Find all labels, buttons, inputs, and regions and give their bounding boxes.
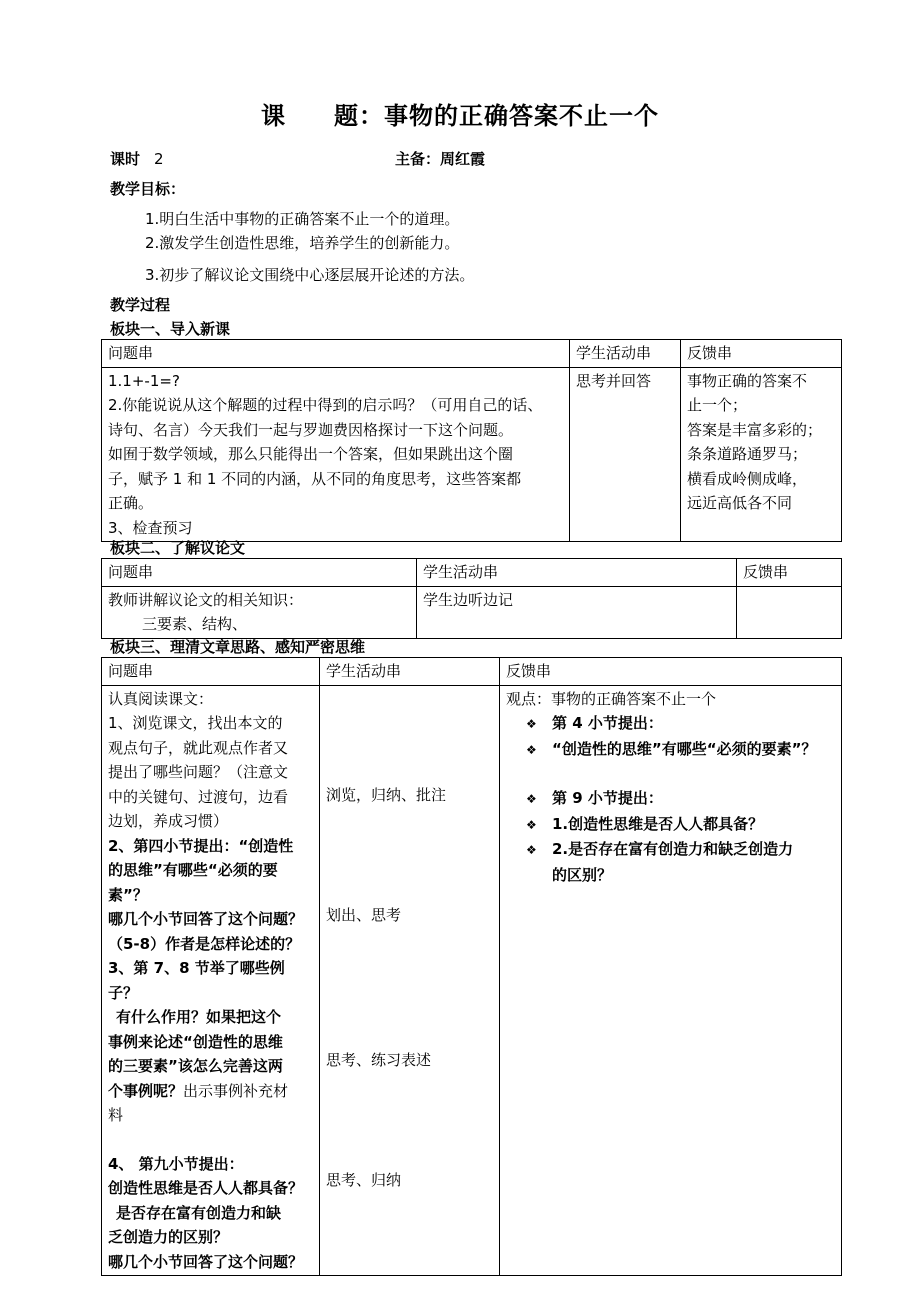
goal-item: 3.初步了解议论文围绕中心逐层展开论述的方法。 [145,266,475,284]
table-header-row [102,340,842,368]
question-line: 2.你能说说从这个解题的过程中得到的启示吗？（可用自己的话、 [108,396,543,414]
question-line: 边划，养成习惯） [108,812,229,830]
period-value: 2 [154,150,164,168]
activity-text: 学生边听边记 [423,590,514,609]
section3-heading: 板块三、理清文章思路、感知严密思维 [110,638,366,656]
question-line: 如囿于数学领域，那么只能得出一个答案，但如果跳出这个圈 [108,445,514,463]
feedback-item: ❖ 第 4 小节提出： [526,711,835,737]
question-line: （5-8）作者是怎样论述的？ [108,934,301,953]
activity-text: 思考、归纳 [326,1171,402,1189]
question-line: 中的关键句、过渡句，边看 [108,787,289,806]
feedback-line: 条条道路通罗马； [687,445,808,463]
question-line: 1.1+-1=? [108,371,180,390]
section1-table [101,339,842,542]
question-line: 有什么作用？如果把这个 [116,1008,282,1026]
activity-text: 思考、练习表述 [326,1050,432,1069]
table-row [102,586,842,638]
feedback-cell [737,586,842,638]
diamond-bullet-icon: ❖ [526,843,537,857]
activity-cell [320,685,500,1276]
column-header: 问题串 [102,340,570,368]
question-line: 1、浏览课文，找出本文的 [108,714,283,732]
question-line: 提出了哪些问题？（注意文 [108,763,289,781]
question-line: 事例来论述“创造性的思维 [108,1032,283,1051]
feedback-line: 止一个； [687,396,748,414]
table-header-row [102,658,842,686]
title-left: 课 [261,102,286,130]
column-header: 反馈串 [500,658,842,686]
column-header: 反馈串 [737,559,842,587]
column-header: 学生活动串 [570,340,681,368]
activity-cell [570,367,681,542]
question-line: 三要素、结构、 [142,615,248,633]
table-row [102,685,842,1276]
goals-heading: 教学目标： [110,180,186,198]
activity-text: 浏览，归纳、批注 [326,785,447,804]
question-cell [102,586,417,638]
question-line: 子，赋予 1 和 1 不同的内涵，从不同的角度思考，这些答案都 [108,469,522,488]
diamond-bullet-icon: ❖ [526,817,537,832]
table-header-row [102,559,842,587]
author-field [395,148,485,169]
question-line [108,1079,313,1104]
question-line: 料 [108,1106,124,1124]
section2-heading: 板块二、了解议论文 [110,539,246,557]
feedback-cell [681,367,842,542]
column-header: 反馈串 [681,340,842,368]
column-header: 问题串 [102,559,417,587]
table-row [102,367,842,542]
column-header: 问题串 [102,658,320,686]
question-line: 是否存在富有创造力和缺 [116,1203,282,1222]
goal-item: 2.激发学生创造性思维，培养学生的创新能力。 [145,234,460,252]
question-text: 个事例呢？ [108,1081,184,1100]
question-line: 3、检查预习 [108,518,193,537]
feedback-cell [500,685,842,1276]
diamond-bullet-icon: ❖ [526,742,537,757]
feedback-item: ❖ “创造性的思维”有哪些“必须的要素”？ [526,737,835,763]
question-cell [102,367,570,542]
section2-table [101,558,842,639]
feedback-line: 事物正确的答案不 [687,371,808,390]
question-line: 的三要素”该怎么完善这两 [108,1057,283,1075]
activity-text: 划出、思考 [326,906,402,924]
question-line: 教师讲解议论文的相关知识： [108,590,304,609]
feedback-item: ❖ 2.是否存在富有创造力和缺乏创造力 [526,837,835,863]
feedback-line: 答案是丰富多彩的； [687,420,823,439]
activity-text: 思考并回答 [576,371,652,390]
question-line: 2、第四小节提出：“创造性 [108,836,294,855]
question-line: 的思维”有哪些“必须的要素”？ [108,861,278,904]
question-line: 乏创造力的区别？ [108,1228,229,1246]
feedback-intro: 观点：事物的正确答案不止一个 [506,689,717,708]
question-text: 出示事例补充材 [183,1081,289,1100]
title-right: 题：事物的正确答案不止一个 [334,102,659,130]
process-heading: 教学过程 [110,296,171,314]
question-line: 哪几个小节回答了这个问题？ [108,910,304,928]
feedback-line: 远近高低各不同 [687,494,793,512]
section1-heading: 板块一、导入新课 [110,320,231,338]
question-line: 4、 第九小节提出： [108,1154,244,1173]
feedback-item: ❖ 第 9 小节提出： [526,786,835,812]
author-label: 主备： [395,150,441,168]
feedback-line: 横看成岭侧成峰， [687,469,808,488]
feedback-item: ❖ 1.创造性思维是否人人都具备？ [526,812,835,838]
activity-cell [417,586,737,638]
question-line: 诗句、名言）今天我们一起与罗迦费因格探讨一下这个问题。 [108,420,514,439]
question-line: 认真阅读课文： [108,689,214,708]
page-title [0,96,920,131]
question-line: 正确。 [108,494,154,512]
column-header: 学生活动串 [320,658,500,686]
question-cell [102,685,320,1276]
diamond-bullet-icon: ❖ [526,792,537,806]
section3-table [101,657,842,1276]
feedback-item: 的区别？ [552,865,613,884]
goal-item: 1.明白生活中事物的正确答案不止一个的道理。 [145,210,460,228]
period-field [110,148,164,169]
question-line: 3、第 7、8 节举了哪些例子？ [108,959,285,1002]
question-line: 创造性思维是否人人都具备？ [108,1179,304,1197]
period-label: 课时 [110,150,141,168]
column-header: 学生活动串 [417,559,737,587]
author-value: 周红霞 [440,150,486,168]
question-line: 观点句子，就此观点作者又 [108,738,289,757]
diamond-bullet-icon: ❖ [526,717,537,731]
question-line: 哪几个小节回答了这个问题？ [108,1252,304,1271]
